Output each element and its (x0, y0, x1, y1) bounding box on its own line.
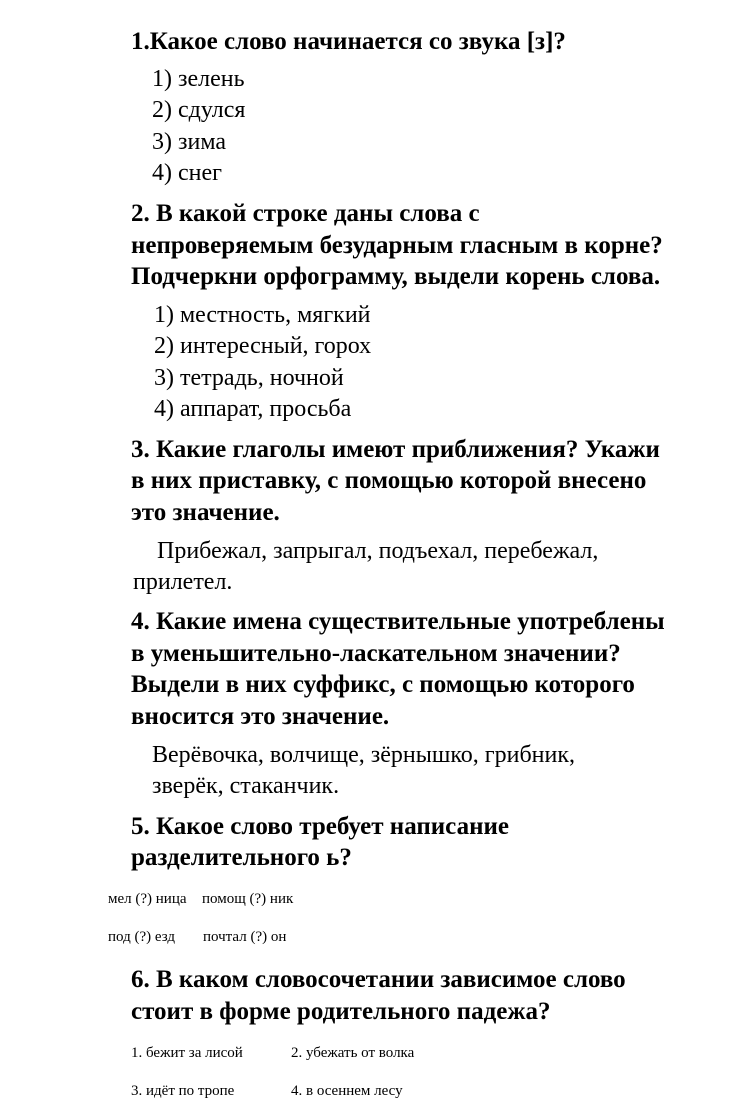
question-1-title: 1.Какое слово начинается со звука [з]? (131, 28, 566, 55)
question-1-option-4: 4) снег (152, 160, 222, 186)
question-3-text-line-1: Прибежал, запрыгал, подъехал, перебежал, (157, 538, 599, 564)
question-2-line-3: Подчеркни орфограмму, выдели корень слова. (131, 263, 661, 290)
question-3-text-line-2: прилетел. (133, 569, 233, 595)
question-5-word-3: под (?) езд (108, 929, 176, 945)
question-3-line-3: это значение. (131, 499, 280, 526)
question-2-option-4: 4) аппарат, просьба (154, 396, 352, 422)
question-4-text-line-2: зверёк, стаканчик. (152, 773, 340, 799)
question-6-line-1: 6. В каком словосочетании зависимое слово (131, 966, 626, 993)
question-2-line-2: непроверяемым безударным гласным в корне? (131, 232, 663, 259)
question-5-word-1: мел (?) ница (108, 891, 187, 907)
question-4-line-3: Выдели в них суффикс, с помощью которого (131, 671, 635, 698)
question-3-line-2: в них приставку, с помощью которой внесено (131, 467, 647, 494)
question-4-text-line-1: Верёвочка, волчище, зёрнышко, грибник, (152, 742, 576, 768)
question-1-option-1: 1) зелень (152, 66, 245, 92)
question-5-word-2: помощ (?) ник (202, 891, 294, 907)
question-6-option-3: 3. идёт по тропе (131, 1083, 235, 1099)
question-4-line-1: 4. Какие имена существительные употреблены (131, 608, 665, 635)
question-6-option-2: 2. убежать от волка (291, 1045, 415, 1061)
question-4-line-4: вносится это значение. (131, 703, 390, 730)
question-3-line-1: 3. Какие глаголы имеют приближения? Укажи (131, 436, 660, 463)
question-5-word-4: почтал (?) он (203, 929, 287, 945)
question-5-line-2: разделительного ь? (131, 844, 352, 871)
question-2-option-1: 1) местность, мягкий (154, 302, 371, 328)
question-1-option-3: 3) зима (152, 129, 226, 155)
question-5-line-1: 5. Какое слово требует написание (131, 813, 509, 840)
question-2-option-2: 2) интересный, горох (154, 333, 372, 359)
question-6-option-1: 1. бежит за лисой (131, 1045, 243, 1061)
question-4-line-2: в уменьшительно-ласкательном значении? (131, 640, 621, 667)
question-1-option-2: 2) сдулся (152, 97, 246, 123)
question-2-line-1: 2. В какой строке даны слова с (131, 200, 480, 227)
question-6-line-2: стоит в форме родительного падежа? (131, 998, 551, 1025)
question-6-option-4: 4. в осеннем лесу (291, 1083, 403, 1099)
question-2-option-3: 3) тетрадь, ночной (154, 365, 344, 391)
